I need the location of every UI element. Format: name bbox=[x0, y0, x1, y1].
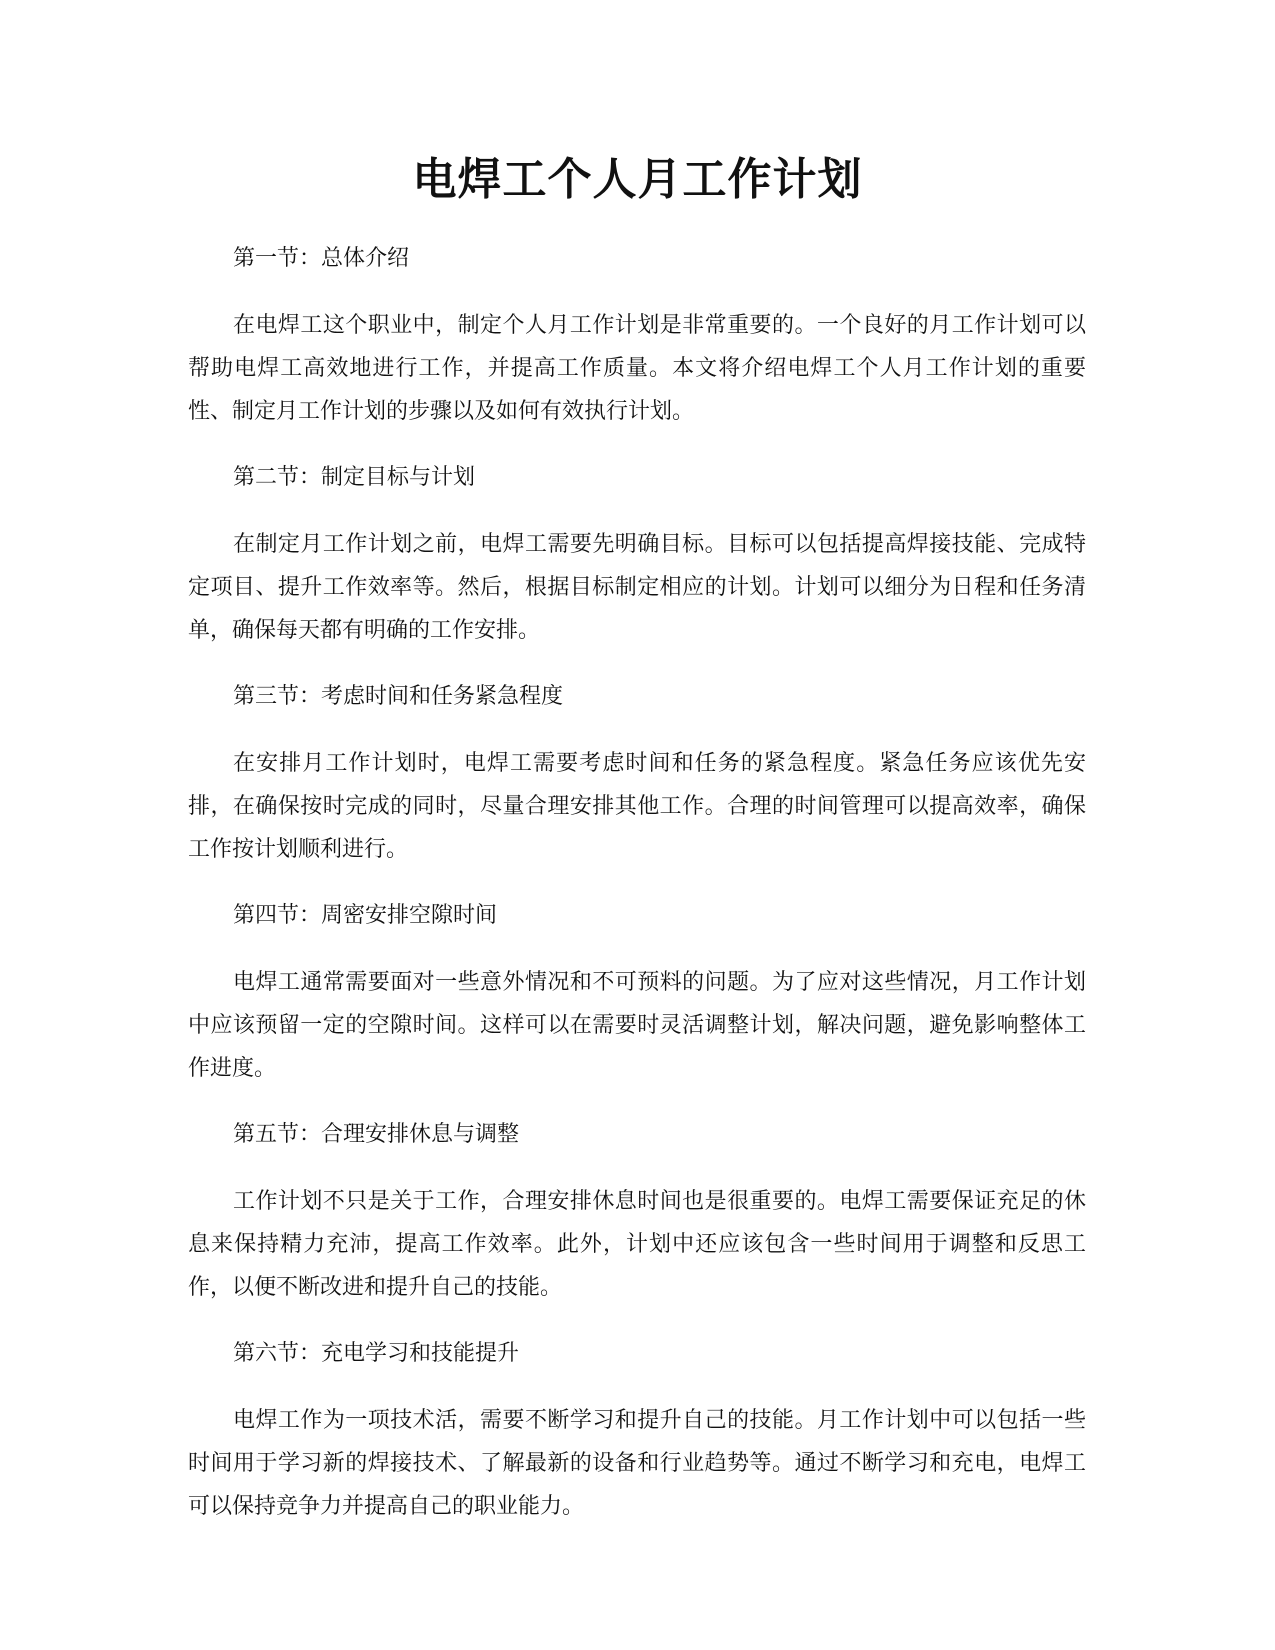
section-2 bbox=[188, 463, 1086, 652]
section-3 bbox=[188, 682, 1086, 871]
section-4 bbox=[188, 901, 1086, 1090]
section-heading: 第二节：制定目标与计划 bbox=[233, 465, 476, 490]
section-heading: 第三节：考虑时间和任务紧急程度 bbox=[233, 684, 564, 709]
document-content bbox=[188, 244, 1086, 1558]
section-paragraph: 工作计划不只是关于工作，合理安排休息时间也是很重要的。电焊工需要保证充足的休息来保持精力充沛，提高工作效率。此外，计划中还应该包含一些时间用于调整和反思工作，以便不断改进和提升自己的技能。 bbox=[188, 1189, 1086, 1300]
document-title: 电焊工个人月工作计划 bbox=[412, 154, 863, 205]
section-heading: 第一节：总体介绍 bbox=[233, 246, 410, 271]
section-6 bbox=[188, 1339, 1086, 1528]
section-1 bbox=[188, 244, 1086, 433]
section-paragraph: 在电焊工这个职业中，制定个人月工作计划是非常重要的。一个良好的月工作计划可以帮助电焊工高效地进行工作，并提高工作质量。本文将介绍电焊工个人月工作计划的重要性、制定月工作计划的步骤以及如何有效执行计划。 bbox=[188, 313, 1086, 424]
section-paragraph: 电焊工作为一项技术活，需要不断学习和提升自己的技能。月工作计划中可以包括一些时间用于学习新的焊接技术、了解最新的设备和行业趋势等。通过不断学习和充电，电焊工可以保持竞争力并提高自己的职业能力。 bbox=[188, 1408, 1086, 1519]
section-paragraph: 在安排月工作计划时，电焊工需要考虑时间和任务的紧急程度。紧急任务应该优先安排，在确保按时完成的同时，尽量合理安排其他工作。合理的时间管理可以提高效率，确保工作按计划顺利进行。 bbox=[188, 751, 1086, 862]
section-heading: 第五节：合理安排休息与调整 bbox=[233, 1122, 520, 1147]
section-5 bbox=[188, 1120, 1086, 1309]
section-heading: 第四节：周密安排空隙时间 bbox=[233, 903, 498, 928]
section-paragraph: 在制定月工作计划之前，电焊工需要先明确目标。目标可以包括提高焊接技能、完成特定项目、提升工作效率等。然后，根据目标制定相应的计划。计划可以细分为日程和任务清单，确保每天都有明确的工作安排。 bbox=[188, 532, 1086, 643]
section-heading: 第六节：充电学习和技能提升 bbox=[233, 1341, 520, 1366]
section-paragraph: 电焊工通常需要面对一些意外情况和不可预料的问题。为了应对这些情况，月工作计划中应该预留一定的空隙时间。这样可以在需要时灵活调整计划，解决问题，避免影响整体工作进度。 bbox=[188, 970, 1086, 1081]
